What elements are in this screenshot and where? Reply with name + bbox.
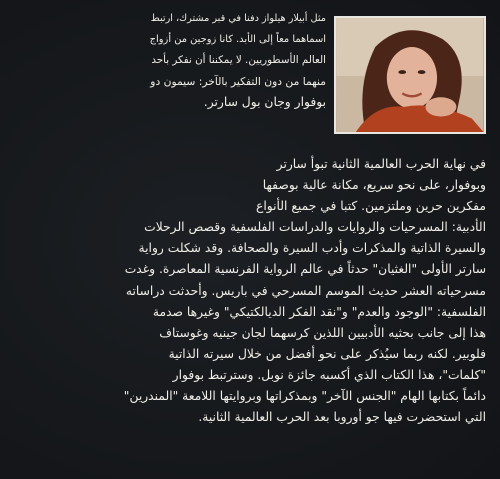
text-line: هذا إلى جانب بحثيه الأدبيين اللذين كرسهما لجان جينيه وغوستاف	[159, 325, 486, 340]
text-line: التي استحضرت فيها جو أوروبا بعد الحرب العالمية الثانية.	[198, 410, 486, 425]
text-line: اسماهما معاً إلى الأبد. كانا زوجين من أزواج	[149, 34, 326, 46]
body-paragraph	[10, 154, 486, 428]
text-line: منهما من دون التفكير بالآخر: سيمون دو	[150, 75, 326, 89]
text-line: "كلمات"، هذا الكتاب الذي أكسبه جائزة نوبل. وسترتبط بوفوار	[172, 367, 486, 382]
text-line: العالم الأسطوريين. لا يمكننا أن نفكر بأحد	[151, 54, 326, 67]
text-line: بوفوار وجان بول سارتر.	[203, 95, 326, 110]
text-line: دائماً بكتابها الهام "الجنس الآخر" وبمذكراتها وبروايتها اللامعة "المندرين"	[123, 389, 486, 404]
intro-paragraph	[150, 8, 326, 113]
text-line: وبوفوار، على نحو سريع، مكانة عالية بوصفها	[262, 178, 486, 193]
text-line: مسرحياته العشر حديث الموسم المسرحي في باريس. وأحدثت دراساته	[125, 283, 486, 298]
text-line: في نهاية الحرب العالمية الثانية تبوأ سارتر	[276, 157, 486, 171]
author-photo	[334, 16, 486, 134]
text-line: مفكرين حرين وملتزمين. كتبا في جميع الأنواع	[255, 199, 486, 214]
portrait-image	[336, 18, 484, 132]
text-line: الأدبية: المسرحيات والروايات والدراسات الفلسفية وقصص الرحلات	[144, 220, 486, 235]
text-line: مثل أبيلار هيلواز دفنا في قبر مشترك، ارتبط	[150, 13, 326, 24]
text-line: سارتر الأولى "الغثيان" حدثاً في عالم الرواية الفرنسية المعاصرة. وغدت	[124, 262, 486, 277]
text-line: فلوبير. لكنه ربما سيُذكر على نحو أفضل من خلال سيرته الذاتية	[168, 346, 486, 361]
text-line: والسيرة الذاتية والمذكرات وأدب السيرة والصحافة. وقد شكلت رواية	[138, 241, 486, 256]
text-line: الفلسفية: "الوجود والعدم" و"نقد الفكر الديالكتيكي" وغيرها صدمة	[152, 304, 486, 319]
